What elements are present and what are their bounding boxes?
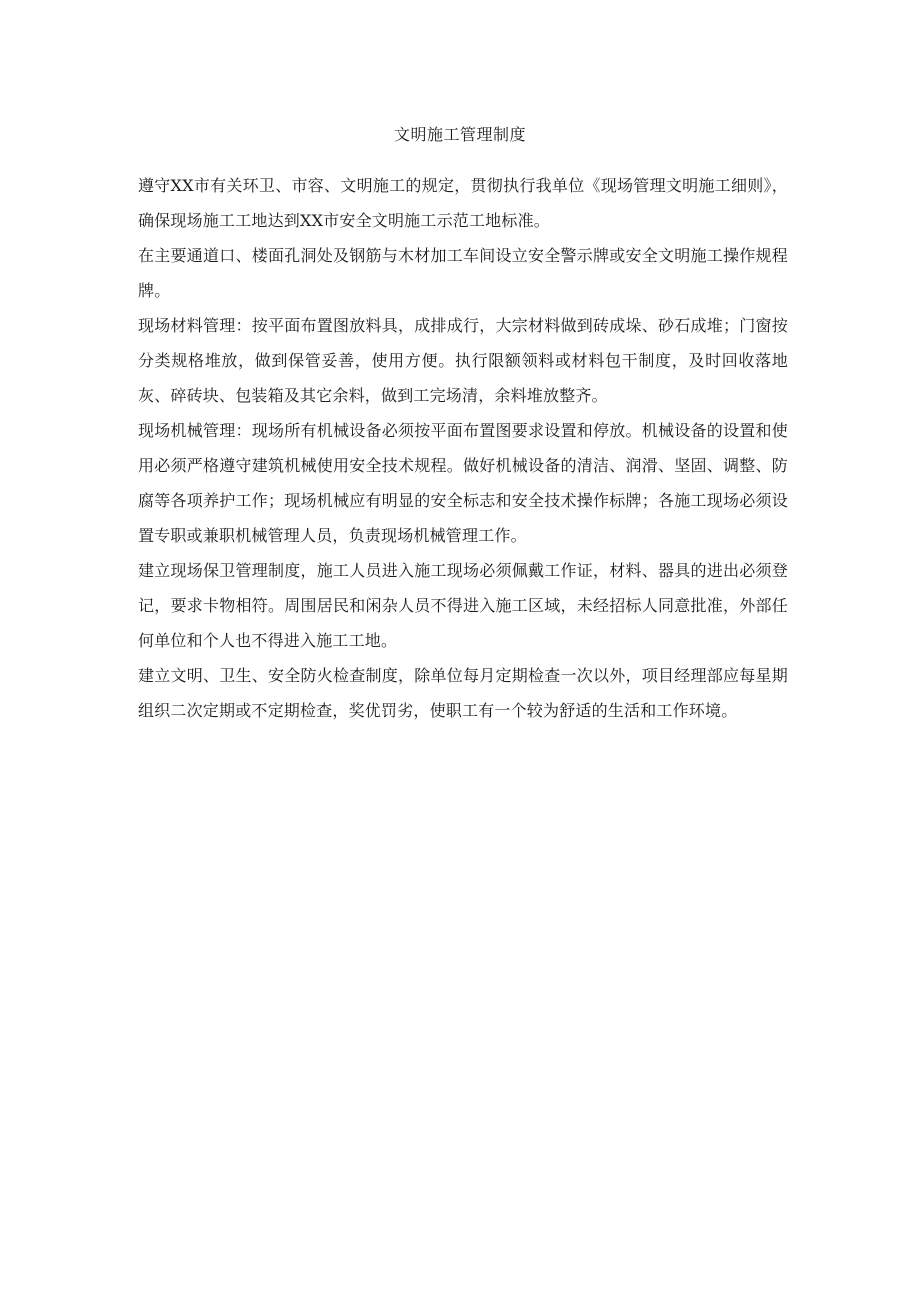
paragraph-security-management: 建立现场保卫管理制度，施工人员进入施工现场必须佩戴工作证，材料、器具的进出必须登记，要求卡物相符。周围居民和闲杂人员不得进入施工区域，未经招标人同意批准，外部任何单位和个人也不得进入施工工地。 — [138, 561, 788, 650]
paragraph-machinery-management: 现场机械管理：现场所有机械设备必须按平面布置图要求设置和停放。机械设备的设置和使用必须严格遵守建筑机械使用安全技术规程。做好机械设备的清洁、润滑、坚固、调整、防腐等各项养护工作；现场机械应有明显的安全标志和安全技术操作标牌；各施工现场必须设置专职或兼职机械管理人员，负责现场机械管理工作。 — [138, 421, 788, 545]
document-title: 文明施工管理制度 — [393, 125, 526, 144]
document-body — [138, 168, 788, 728]
paragraph-warning-signs: 在主要通道口、楼面孔洞处及钢筋与木材加工车间设立安全警示牌或安全文明施工操作规程牌。 — [138, 246, 788, 300]
paragraph-material-management: 现场材料管理：按平面布置图放料具，成排成行，大宗材料做到砖成垛、砂石成堆；门窗按分类规格堆放，做到保管妥善，使用方便。执行限额领料或材料包干制度，及时回收落地灰、碎砖块、包装箱及其它余料，做到工完场清，余料堆放整齐。 — [138, 316, 788, 405]
paragraph-regulations: 遵守XX市有关环卫、市容、文明施工的规定，贯彻执行我单位《现场管理文明施工细则》，确保现场施工工地达到XX市安全文明施工示范工地标准。 — [138, 176, 788, 230]
paragraph-inspection-system: 建立文明、卫生、安全防火检查制度，除单位每月定期检查一次以外，项目经理部应每星期组织二次定期或不定期检查，奖优罚劣，使职工有一个较为舒适的生活和工作环境。 — [138, 666, 788, 720]
